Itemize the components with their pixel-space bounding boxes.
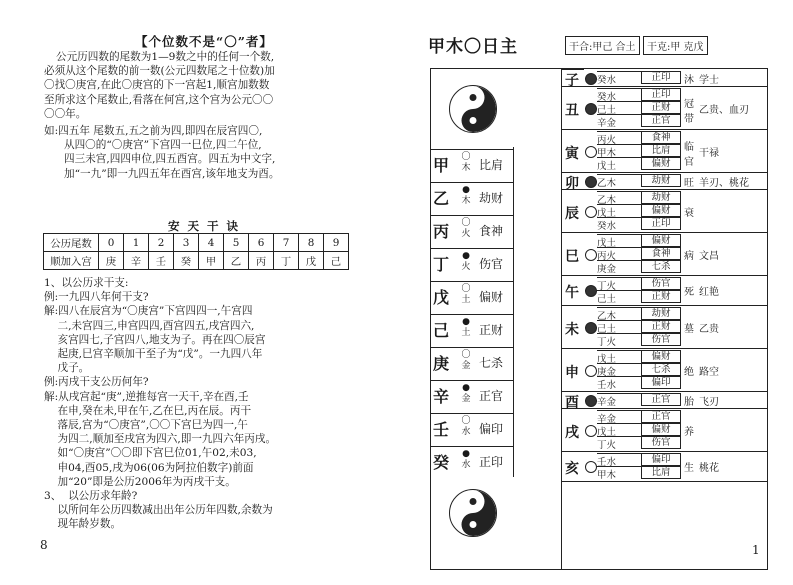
ten-god: 偏财	[641, 423, 681, 436]
gan-ke-box: 干克:甲 克戊	[643, 36, 708, 55]
stem-god: 偏财	[479, 290, 504, 304]
stem-char: 戊	[433, 288, 450, 307]
row-divider	[561, 391, 767, 392]
hidden-stem: 戊土	[597, 204, 641, 218]
ten-god: 偏印	[641, 376, 681, 389]
ten-god: 偏印	[641, 453, 681, 466]
stem-char: 癸	[433, 453, 450, 472]
branch-cell	[561, 189, 584, 233]
stem-char: 乙	[433, 189, 450, 208]
stem-element: 〇金	[461, 350, 471, 371]
branch-cell	[561, 275, 584, 306]
yin-dot-icon	[585, 73, 597, 85]
stem-table	[43, 233, 349, 270]
yang-dot-icon	[585, 425, 597, 437]
stem-row	[431, 215, 513, 244]
table-cell: 3	[174, 234, 199, 252]
stem-char: 己	[433, 321, 450, 340]
chart-grid	[430, 68, 768, 570]
branch-char: 卯	[565, 175, 579, 192]
ten-god: 七杀	[641, 363, 681, 376]
branch-cell	[561, 408, 584, 452]
yin-dot-icon	[585, 322, 597, 334]
table-cell: 癸	[174, 252, 199, 270]
body-line: 例:丙戌干支公历何年?	[44, 376, 149, 389]
branch-cell	[561, 232, 584, 276]
hidden-stem: 乙木	[597, 191, 641, 205]
intro-text	[44, 50, 366, 121]
row-divider	[561, 481, 767, 482]
ten-god: 食神	[641, 131, 681, 144]
yin-dot-icon	[585, 395, 597, 407]
shensha: 乙贵	[699, 323, 719, 335]
ten-god: 偏财	[641, 157, 681, 170]
branch-char: 寅	[565, 145, 579, 162]
shensha: 干禄	[699, 147, 719, 159]
hidden-stem: 壬水	[597, 376, 641, 390]
stem-element: 〇水	[461, 416, 471, 437]
stem-row	[431, 149, 513, 178]
stem-row	[431, 413, 513, 442]
ten-god: 正印	[641, 71, 681, 84]
hidden-stem: 丁火	[597, 436, 641, 450]
branch-char: 巳	[565, 248, 579, 265]
ten-god: 正财	[641, 101, 681, 114]
stem-god: 正印	[479, 455, 504, 469]
body-line: 以所问年公历四数减出出年公历年四数,余数为	[44, 504, 273, 517]
stem-element: ●火	[461, 251, 471, 272]
hidden-stem: 戊土	[597, 157, 641, 171]
yang-dot-icon	[585, 365, 597, 377]
intro-line: 必须从这个尾数的前一数(公元四数尾之十位数)加	[44, 65, 275, 78]
ten-god: 伤官	[641, 436, 681, 449]
life-stage: 死	[684, 287, 694, 298]
branch-char: 辰	[565, 205, 579, 222]
stem-row	[431, 446, 513, 475]
stem-element: ●金	[461, 383, 471, 404]
hidden-stem: 癸水	[597, 217, 641, 231]
stem-god: 正财	[479, 323, 504, 337]
yang-dot-icon	[585, 249, 597, 261]
stem-god: 劫财	[479, 191, 504, 205]
branch-cell	[561, 86, 584, 130]
life-stage: 旺	[684, 177, 694, 189]
stem-row	[431, 281, 513, 310]
body-line: 二,未宫四三,申宫四四,酉宫四五,戌宫四六,	[44, 319, 255, 332]
table-cell: 6	[249, 234, 274, 252]
hidden-stem: 辛金	[597, 393, 641, 407]
hidden-stem: 辛金	[597, 114, 641, 128]
ten-god: 偏财	[641, 234, 681, 247]
body-line: 起庚,巳宫辛顺加干至子为“戊”。一九四八年	[44, 348, 263, 361]
hidden-stem: 壬水	[597, 453, 641, 467]
stem-char: 壬	[433, 420, 450, 439]
stem-god: 食神	[479, 224, 504, 238]
body-line: 解:四八在辰宫为“〇庚宫”下宫四四一,午宫四	[44, 305, 253, 318]
table-row	[44, 234, 349, 252]
branch-char: 未	[565, 321, 579, 338]
ten-god: 正财	[641, 290, 681, 303]
hidden-stem: 辛金	[597, 410, 641, 424]
example-line: 加“一九”即一九四五年在酉宫,该年地支为酉。	[64, 167, 280, 180]
stem-god: 七杀	[479, 356, 504, 370]
left-page	[40, 26, 368, 531]
yin-yang-icon	[449, 489, 497, 537]
branch-char: 酉	[565, 394, 579, 411]
table-cell: 乙	[224, 252, 249, 270]
ten-god: 劫财	[641, 191, 681, 204]
stem-char: 庚	[433, 354, 450, 373]
shensha: 路空	[699, 366, 719, 378]
yin-dot-icon	[585, 285, 597, 297]
branch-char: 午	[565, 285, 579, 301]
stem-god: 伤官	[479, 257, 504, 271]
life-stage: 胎	[684, 396, 694, 408]
hidden-stem: 庚金	[597, 260, 641, 274]
life-stage: 临官	[684, 141, 694, 168]
shensha: 乙贵、血刃	[699, 104, 749, 116]
shensha: 飞刃	[699, 396, 719, 408]
table-cell: 丁	[274, 252, 299, 270]
stem-god: 偏印	[479, 422, 504, 436]
ten-god: 比肩	[641, 466, 681, 479]
table-cell: 1	[124, 234, 149, 252]
stem-god: 正官	[479, 389, 504, 403]
table-cell: 9	[324, 234, 349, 252]
hidden-stem: 癸水	[597, 71, 641, 85]
yin-yang-icon	[449, 85, 497, 133]
stem-element: ●土	[461, 317, 471, 338]
body-line: 解:从戌宫起“庚”,逆推每宫一天干,辛在酉,壬	[44, 390, 249, 403]
table-cell: 己	[324, 252, 349, 270]
ten-god: 偏财	[641, 204, 681, 217]
table-cell: 甲	[199, 252, 224, 270]
stem-column-border	[513, 147, 514, 477]
table-cell: 5	[224, 234, 249, 252]
right-page-number: 1	[752, 543, 760, 557]
stem-row	[431, 380, 513, 409]
row-divider	[561, 189, 767, 190]
ten-god: 食神	[641, 247, 681, 260]
life-stage: 生	[684, 463, 694, 474]
branch-cell	[561, 391, 584, 409]
branch-cell	[561, 305, 584, 349]
intro-line: 〇找〇庚宫,在此〇庚宫的下一宫起1,顺宫加数数	[44, 79, 270, 92]
yang-dot-icon	[585, 206, 597, 218]
table-header: 顺加入宫	[44, 252, 99, 270]
left-title: 【个位数不是“〇”者】	[135, 34, 273, 49]
stem-element: 〇火	[461, 218, 471, 239]
row-divider	[561, 305, 767, 306]
ten-god: 正财	[641, 320, 681, 333]
branch-cell	[561, 348, 584, 392]
body-line: 1、以公历求干支:	[44, 277, 129, 289]
ten-god: 劫财	[641, 307, 681, 320]
right-page	[420, 32, 770, 532]
life-stage: 墓	[684, 323, 694, 335]
branch-char: 戌	[565, 424, 579, 441]
ten-god: 正印	[641, 88, 681, 101]
yang-dot-icon	[585, 461, 597, 473]
stem-element: 〇木	[461, 152, 471, 173]
branch-cell	[561, 129, 584, 173]
hidden-stem: 己土	[597, 320, 641, 334]
table-cell: 丙	[249, 252, 274, 270]
table-cell: 4	[199, 234, 224, 252]
life-stage: 沐	[684, 74, 694, 86]
stem-element: ●木	[461, 185, 471, 206]
body-line: 落辰,宫为“〇庚宫”,〇〇下宫巳为四一,午	[44, 419, 248, 432]
body-line: 在申,癸在未,甲在午,乙在巳,丙在辰。丙干	[44, 404, 252, 417]
hidden-stem: 丙火	[597, 131, 641, 145]
hidden-stem: 乙木	[597, 307, 641, 321]
shensha: 桃花	[699, 463, 719, 474]
life-stage: 冠带	[684, 98, 694, 125]
table-cell: 辛	[124, 252, 149, 270]
intro-line: 至所求这个尾数止,看落在何宫,这个宫为公元〇〇	[44, 93, 274, 106]
shensha: 学士	[699, 74, 719, 86]
yin-dot-icon	[585, 103, 597, 115]
row-divider	[561, 275, 767, 276]
example-line: 四三未宫,四四申位,四五酉宫。四五为中文字,	[64, 153, 276, 166]
table-cell: 2	[149, 234, 174, 252]
shensha: 红艳	[699, 287, 719, 298]
branch-char: 申	[565, 364, 579, 381]
subtitle: 安 天 干 诀	[167, 219, 240, 233]
body-line: 戊子。	[44, 362, 90, 375]
hidden-stem: 戊土	[597, 423, 641, 437]
stem-char: 甲	[433, 156, 450, 175]
branch-cell	[561, 451, 584, 482]
hidden-stem: 丁火	[597, 333, 641, 347]
body-line: 例:一九四八年何干支?	[44, 291, 149, 304]
yang-dot-icon	[585, 146, 597, 158]
row-divider	[561, 408, 767, 409]
ten-god: 比肩	[641, 144, 681, 157]
hidden-stem: 甲木	[597, 144, 641, 158]
branch-cell	[561, 69, 584, 87]
body-line: 亥宫四七,子宫四八,地支为子。再在四〇辰宫	[44, 333, 266, 346]
ten-god: 劫财	[641, 174, 681, 187]
body-text	[44, 276, 366, 532]
hidden-stem: 庚金	[597, 363, 641, 377]
stem-char: 丙	[433, 222, 450, 241]
table-cell: 戊	[299, 252, 324, 270]
intro-line: 〇〇年。	[44, 107, 87, 120]
table-cell: 7	[274, 234, 299, 252]
hidden-stem: 戊土	[597, 350, 641, 364]
hidden-stem: 乙木	[597, 174, 641, 188]
table-cell: 壬	[149, 252, 174, 270]
example-line: 从四〇的“〇庚宫”下宫四一巳位,四二午位,	[64, 139, 262, 152]
table-row	[44, 252, 349, 270]
ten-god: 正官	[641, 410, 681, 423]
stem-row	[431, 248, 513, 277]
row-divider	[561, 129, 767, 130]
branch-char: 子	[565, 72, 579, 89]
life-stage: 衰	[684, 207, 694, 219]
shensha: 羊刃、桃花	[699, 177, 749, 189]
ten-god: 正印	[641, 217, 681, 230]
stem-element: 〇土	[461, 284, 471, 305]
ten-god: 正官	[641, 393, 681, 406]
hidden-stem: 甲木	[597, 466, 641, 480]
day-master-header: 甲木〇日主	[428, 37, 518, 57]
hidden-stem: 癸水	[597, 88, 641, 102]
branch-char: 亥	[565, 461, 579, 477]
row-divider	[561, 451, 767, 452]
table-cell: 8	[299, 234, 324, 252]
hidden-stem: 戊土	[597, 234, 641, 248]
stem-row	[431, 182, 513, 211]
stem-row	[431, 347, 513, 376]
yin-dot-icon	[585, 176, 597, 188]
ten-god: 七杀	[641, 260, 681, 273]
example-one	[44, 124, 366, 181]
example-line: 如:四五年 尾数五,五之前为四,即四在辰宫四〇,	[44, 125, 263, 137]
row-divider	[561, 86, 767, 87]
stem-row	[431, 314, 513, 343]
intro-line: 公元历四数的尾数为1—9数之中的任何一个数,	[56, 51, 275, 63]
hidden-stem: 己土	[597, 290, 641, 304]
shensha: 文昌	[699, 250, 719, 262]
life-stage: 养	[684, 426, 694, 438]
ten-god: 伤官	[641, 333, 681, 346]
ten-god: 伤官	[641, 277, 681, 290]
body-line: 如“〇庚宫”〇〇即下宫巳位01,午02,未03,	[44, 447, 257, 460]
table-cell: 庚	[99, 252, 124, 270]
gan-he-box: 干合:甲己 合土	[565, 36, 640, 55]
body-line: 3、 以公历求年龄?	[44, 490, 138, 503]
table-cell: 0	[99, 234, 124, 252]
body-line: 申04,酉05,戌为06(06为阿拉伯数字)前面	[44, 461, 254, 474]
row-divider	[561, 232, 767, 233]
stem-char: 辛	[433, 387, 450, 406]
body-line: 为四二,顺加至戌宫为四六,即一九四六年丙戌。	[44, 433, 277, 446]
life-stage: 病	[684, 250, 694, 262]
hidden-stem: 丁火	[597, 277, 641, 291]
ten-god: 正官	[641, 114, 681, 127]
ten-god: 偏财	[641, 350, 681, 363]
table-header: 公历尾数	[44, 234, 99, 252]
life-stage: 绝	[684, 366, 694, 378]
branch-char: 丑	[565, 102, 579, 119]
stem-char: 丁	[433, 255, 450, 274]
branch-cell	[561, 172, 584, 190]
row-divider	[561, 348, 767, 349]
body-line: 现年龄岁数。	[44, 518, 122, 531]
stem-element: ●水	[461, 449, 471, 470]
body-line: 加“20”即是公历2006年为丙戌干支。	[44, 475, 236, 488]
hidden-stem: 己土	[597, 101, 641, 115]
stem-god: 比肩	[479, 158, 504, 172]
left-page-number: 8	[40, 538, 48, 552]
hidden-stem: 丙火	[597, 247, 641, 261]
